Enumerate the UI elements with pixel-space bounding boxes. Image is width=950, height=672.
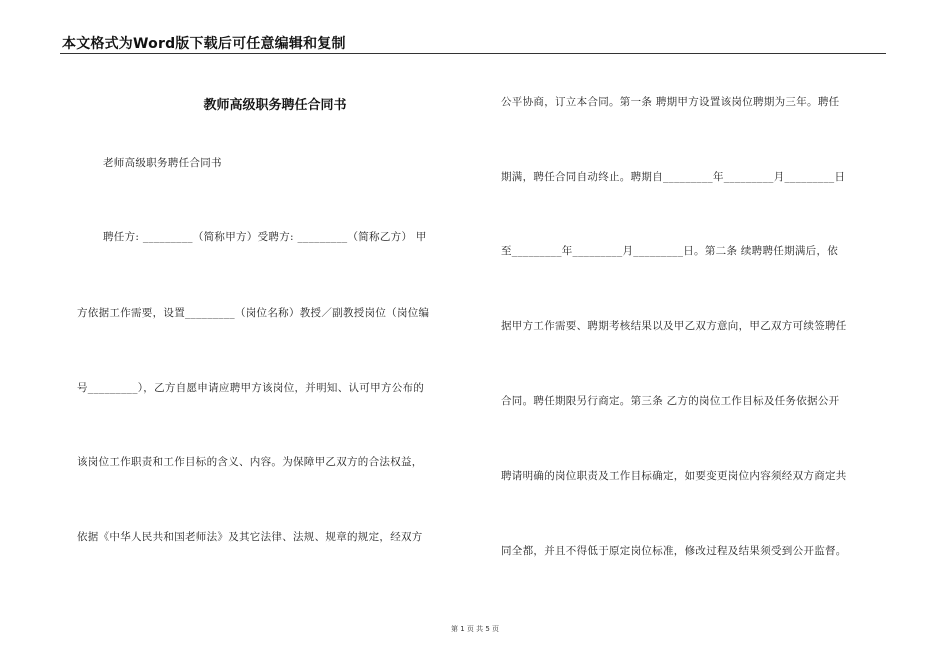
right-line-4: 据甲方工作需要、聘期考核结果以及甲乙双方意向，甲乙双方可续签聘任 [501, 320, 847, 332]
left-line-2: 聘任方: _________（简称甲方）受聘方: _________（简称乙方） 甲 [103, 231, 427, 243]
right-line-3: 至_________年_________月_________日。第二条 续聘聘任期满后，依 [501, 245, 839, 257]
left-line-4: 号_________），乙方自愿申请应聘甲方该岗位，并明知、认可甲方公布的 [77, 382, 425, 394]
right-line-7: 同全都，并且不得低于原定岗位标准，修改过程及结果须受到公开监督。 [501, 545, 847, 557]
page-number: 第 1 页 共 5 页 [450, 625, 500, 633]
right-line-5: 合同。聘任期限另行商定。第三条 乙方的岗位工作目标及任务依据公开 [501, 395, 840, 407]
document-title: 教师高级职务聘任合同书 [203, 98, 347, 113]
banner-divider [60, 53, 886, 54]
right-line-1: 公平协商，订立本合同。第一条 聘期甲方设置该岗位聘期为三年。聘任 [501, 96, 840, 108]
left-line-6: 依据《中华人民共和国老师法》及其它法律、法规、规章的规定，经双方 [77, 531, 423, 543]
document-banner: 本文格式为Word版下载后可任意编辑和复制 [62, 36, 346, 52]
right-line-6: 聘请明确的岗位职责及工作目标确定，如要变更岗位内容须经双方商定共 [501, 470, 847, 482]
left-line-5: 该岗位工作职责和工作目标的含义、内容。为保障甲乙双方的合法权益， [77, 456, 423, 468]
right-line-2: 期满，聘任合同自动终止。聘期自_________年_________月_________日 [501, 171, 846, 183]
left-line-1: 老师高级职务聘任合同书 [103, 157, 222, 169]
left-line-3: 方依据工作需要，设置_________（岗位名称）教授／副教授岗位（岗位编 [77, 307, 430, 319]
